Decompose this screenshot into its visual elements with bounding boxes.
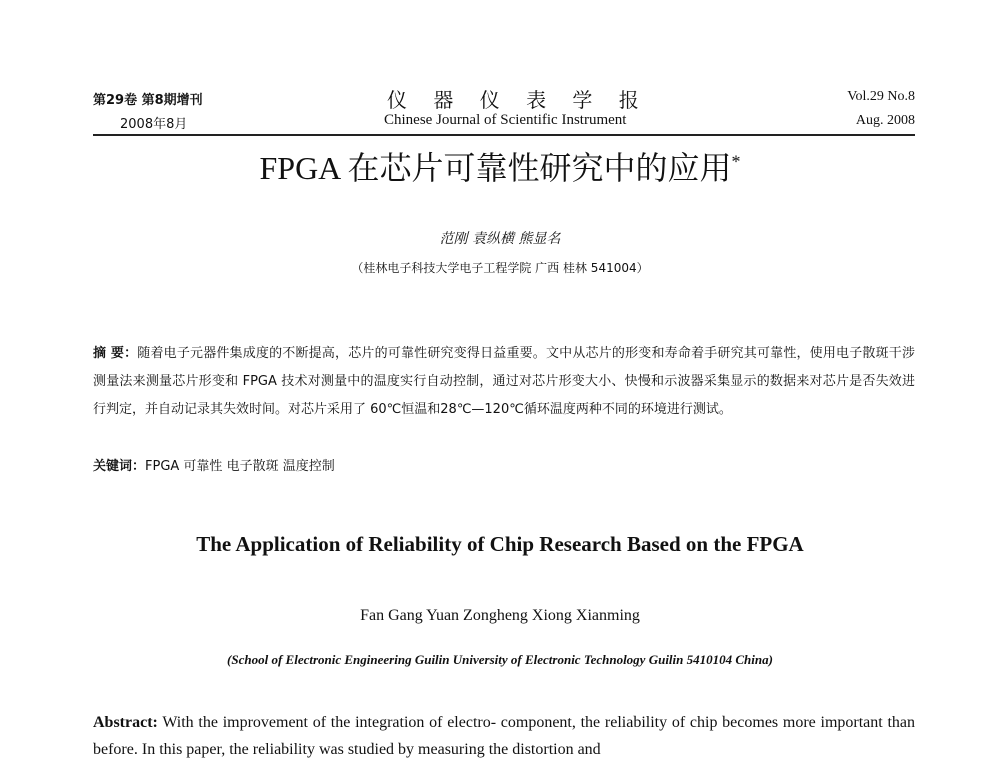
keywords-cn-text: FPGA 可靠性 电子散斑 温度控制	[145, 459, 335, 474]
authors-en: Fan Gang Yuan Zongheng Xiong Xianming	[360, 607, 640, 624]
header-rule	[93, 134, 915, 136]
keywords-cn-label: 关键词：	[93, 459, 146, 474]
abstract-en-text: With the improvement of the integration of electro- component, the reliability of chip becomes more important than before. In this paper, the reliability was studied by measuring the distortion and	[93, 714, 915, 758]
journal-name-cn: 仪 器 仪 表 学 报	[387, 88, 649, 112]
keywords-cn	[93, 453, 915, 481]
date-cn: 2008年8月	[120, 117, 188, 132]
abstract-en-label: Abstract:	[93, 714, 158, 731]
date-en: Aug. 2008	[855, 113, 915, 128]
volume-issue-en: Vol.29 No.8	[847, 89, 915, 104]
abstract-cn	[93, 340, 915, 424]
journal-name-en: Chinese Journal of Scientific Instrument	[384, 112, 627, 128]
affiliation-en: (School of Electronic Engineering Guilin University of Electronic Technology Guilin 5410104 China)	[227, 652, 773, 667]
abstract-cn-label: 摘 要：	[93, 346, 138, 361]
affiliation-cn: （桂林电子科技大学电子工程学院 广西 桂林 541004）	[351, 261, 649, 275]
abstract-cn-text: 随着电子元器件集成度的不断提高，芯片的可靠性研究变得日益重要。文中从芯片的形变和寿命着手研究其可靠性，使用电子散斑干涉测量法来测量芯片形变和 FPGA 技术对测量中的温度实行自动控制，通过对芯片形变大小、快慢和示波器采集显示的数据来对芯片是否失效进行判定，并自动记录其失效时间。对芯片采用了 60℃恒温和28℃—120℃循环温度两种不同的环境进行测试。	[93, 346, 915, 417]
abstract-en	[93, 709, 915, 763]
title-cn-text: FPGA 在芯片可靠性研究中的应用	[259, 150, 732, 186]
title-en: The Application of Reliability of Chip Research Based on the FPGA	[196, 532, 804, 556]
volume-issue-cn: 第29卷 第8期增刊	[93, 93, 203, 108]
title-cn	[0, 143, 1000, 189]
authors-cn: 范刚 袁纵横 熊显名	[439, 231, 561, 247]
footnote-mark: *	[731, 151, 741, 172]
